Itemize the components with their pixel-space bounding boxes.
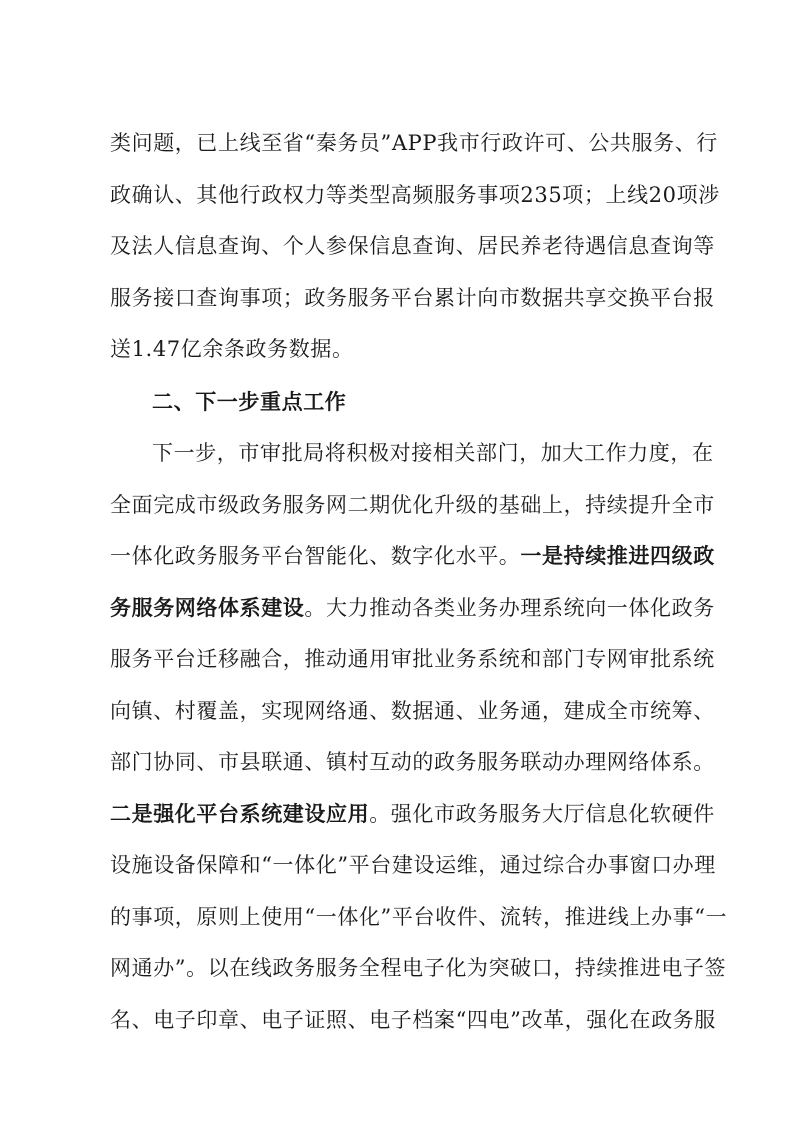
text-line-12: 向镇、村覆盖，实现网络通、数据通、业务通，建成全市统筹、 — [110, 699, 715, 723]
text-line-10: 务服务网络体系建设。大力推动各类业务办理系统向一体化政务 — [110, 595, 715, 620]
text-line-9: 一体化政务服务平台智能化、数字化水平。一是持续推进四级政 — [110, 543, 715, 568]
text-line-8: 全面完成市级政务服务网二期优化升级的基础上，持续提升全市 — [110, 493, 715, 517]
bold-phrase: 务服务网络体系建设 — [110, 595, 305, 620]
text-line-3: 及法人信息查询、个人参保信息查询、居民养老待遇信息查询等 — [110, 234, 715, 258]
text-line-4: 服务接口查询事项；政务服务平台累计向市数据共享交换平台报 — [110, 286, 715, 310]
text-line-15: 设施设备保障和“一体化”平台建设运维，通过综合办事窗口办理 — [110, 853, 716, 877]
text-line-1: 类问题，已上线至省“秦务员”APP我市行政许可、公共服务、行 — [110, 131, 718, 155]
text-line-18: 名、电子印章、电子证照、电子档案“四电”改革，强化在政务服 — [110, 1008, 716, 1032]
text-line-17: 网通办”。以在线政务服务全程电子化为突破口，持续推进电子签 — [110, 956, 727, 980]
text-line-7: 下一步，市审批局将积极对接相关部门，加大工作力度，在 — [152, 441, 714, 465]
text-line-14: 二是强化平台系统建设应用。强化市政务服务大厅信息化软硬件 — [110, 801, 715, 826]
text-line-13: 部门协同、市县联通、镇村互动的政务服务联动办理网络体系。 — [110, 750, 715, 774]
bold-phrase: 一是持续推进四级政 — [520, 543, 715, 568]
section-heading: 二、下一步重点工作 — [152, 390, 347, 414]
text-line-11: 服务平台迁移融合，推动通用审批业务系统和部门专网审批系统 — [110, 647, 715, 671]
text-line-5: 送1.47亿余条政务数据。 — [110, 337, 354, 361]
bold-phrase: 二是强化平台系统建设应用 — [110, 801, 370, 826]
text-line-2: 政确认、其他行政权力等类型高频服务事项235项；上线20项涉 — [110, 183, 720, 207]
text-line-16: 的事项，原则上使用“一体化”平台收件、流转，推进线上办事“一 — [110, 905, 728, 929]
